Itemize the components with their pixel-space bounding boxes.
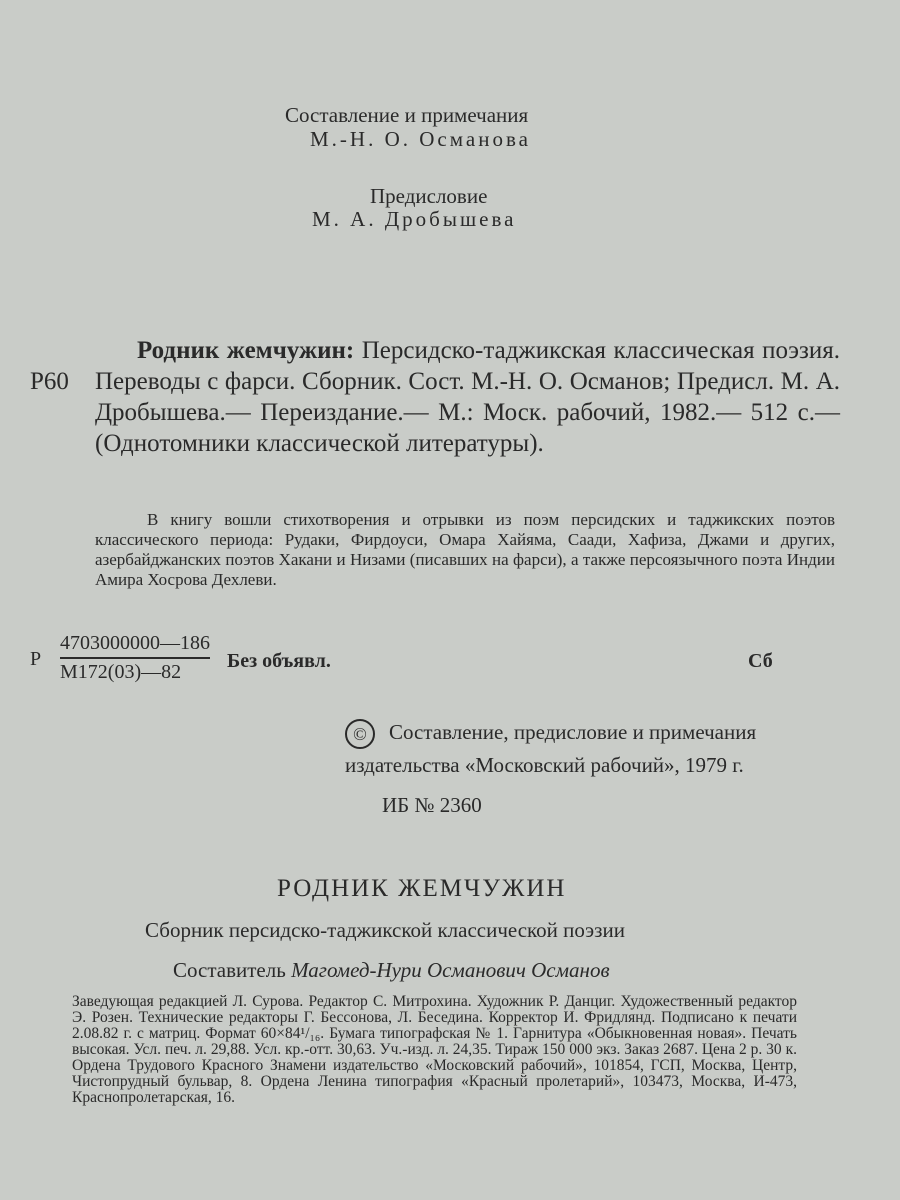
copyright-icon: ©: [345, 719, 375, 749]
copyright-line-1: [345, 718, 756, 749]
bibliographic-description: Персидско-таджикская классическая поэзия. Переводы с фарси. Сборник. Сост. М.-Н. О. Османов; Предисл. М. А. Дробышева.— Переиздание.— М.: Моск. рабочий, 1982.— 512 с.— (Однотомники классической литературы).: [95, 337, 840, 457]
book-subtitle: Сборник персидско-таджикской классической поэзии: [145, 918, 625, 942]
preface-author: М. А. Дробышева: [312, 207, 517, 231]
compiler-line: [173, 958, 610, 983]
ib-number: ИБ № 2360: [382, 793, 482, 817]
copyright-line-2: издательства «Московский рабочий», 1979 г.: [345, 753, 744, 778]
index-fraction: [60, 632, 210, 684]
index-letter: Р: [30, 648, 42, 670]
copyright-text-1: Составление, предисловие и примечания: [389, 720, 757, 744]
index-note: Без объявл.: [227, 650, 331, 672]
catalog-code: Р60: [30, 368, 69, 395]
compiler-label: Составитель: [173, 958, 286, 982]
compilation-label: Составление и примечания: [285, 103, 529, 127]
book-title-bold: Родник жемчужин:: [137, 337, 355, 364]
index-denominator: М172(03)—82: [60, 661, 182, 683]
book-title: РОДНИК ЖЕМЧУЖИН: [277, 875, 567, 902]
annotation: В книгу вошли стихотворения и отрывки из поэм персидских и таджикских поэтов классического периода: Рудаки, Фирдоуси, Омара Хайяма, Саади, Хафиза, Джами и других, азербайджанских поэтов Хакани и Низами (писавших на фарси), а также персоязычного поэта Индии Амира Хосрова Дехлеви.: [95, 510, 835, 589]
preface-label: Предисловие: [370, 184, 488, 208]
copyright-block: [345, 718, 756, 779]
compiler-name: М.-Н. О. Османова: [310, 127, 531, 151]
index-numerator: 4703000000—186: [60, 632, 210, 659]
imprint-text: Заведующая редакцией Л. Сурова. Редактор С. Митрохина. Художник Р. Данциг. Художественный редактор Э. Розен. Технические редакторы Г. Бессонова, Л. Беседина. Корректор И. Фридлянд. Подписано к печати 2.08.82 г. с матриц. Формат 60×84¹/₁₆. Бумага типографская № 1. Гарнитура «Обыкновенная новая». Печать высокая. Усл. печ. л. 29,88. Усл. кр.-отт. 30,63. Уч.-изд. л. 24,35. Тираж 150 000 экз. Заказ 2687. Цена 2 р. 30 к. Ордена Трудового Красного Знамени издательство «Московский рабочий», 101854, ГСП, Москва, Центр, Чистопрудный бульвар, 8. Ордена Ленина типография «Красный пролетарий», 103473, Москва, И-473, Краснопролетарская, 16.: [72, 993, 797, 1106]
bbk-code: Сб: [748, 650, 773, 672]
bibliographic-record: [95, 335, 840, 459]
compiler-full-name: Магомед-Нури Османович Османов: [291, 958, 610, 982]
